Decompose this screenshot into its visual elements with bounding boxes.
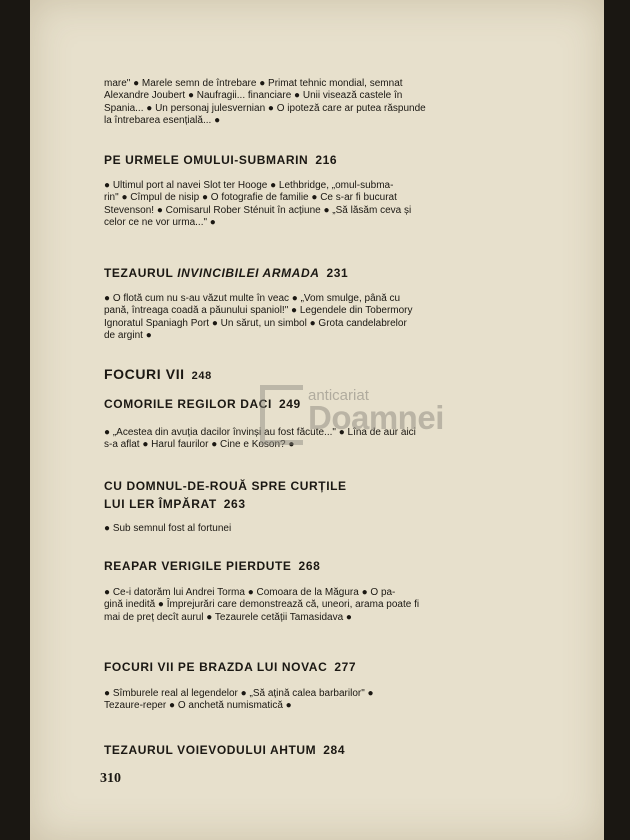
- page-ref: 263: [223, 497, 246, 511]
- title-italic: INVINCIBILEI ARMADA: [177, 266, 320, 280]
- text-line: la întrebarea esențială... ●: [104, 115, 221, 127]
- title-text: REAPAR VERIGILE PIERDUTE: [104, 559, 292, 573]
- title-text: TEZAURUL: [104, 266, 174, 280]
- page-ref: 248: [191, 370, 212, 382]
- text-line: gină inedită ● Împrejurări care demonstrează că, uneori, arama poate fi: [104, 599, 420, 611]
- page-ref: 231: [326, 266, 349, 280]
- section-title-line2: [104, 497, 246, 511]
- text-line: Spania... ● Un personaj julesvernian ● O ipoteză care ar putea răspunde: [104, 102, 426, 114]
- page-ref: 249: [278, 397, 301, 411]
- section-summary: [104, 587, 514, 624]
- text-line: de argint ●: [104, 330, 152, 342]
- text-line: ● O flotă cum nu s-au văzut multe în veac ● „Vom smulge, până cu: [104, 293, 401, 304]
- section-summary: [104, 293, 514, 343]
- section-summary: [104, 688, 514, 713]
- text-line: rin" ● Cîmpul de nisip ● O fotografie de familie ● Ce s-ar fi bucurat: [104, 192, 397, 204]
- page-number: 310: [100, 771, 121, 786]
- text-line: ● Sub semnul fost al fortunei: [104, 523, 232, 534]
- page-ref: 277: [334, 660, 357, 674]
- watermark-frame-icon: [260, 385, 303, 445]
- title-text: TEZAURUL VOIEVODULUI AHTUM: [104, 743, 317, 757]
- watermark-logo: [260, 373, 465, 453]
- page-ref: 284: [323, 743, 346, 757]
- section-title: [104, 660, 356, 674]
- text-line: ● Ce-i datorăm lui Andrei Torma ● Comoara de la Măgura ● O pa-: [104, 587, 396, 598]
- text-line: celor ce ne vor urma..." ●: [104, 217, 216, 229]
- text-line: ● „Acestea din avuția dacilor învinși au fost făcute..." ● Lîna de aur aici: [104, 427, 416, 438]
- text-line: Stevenson! ● Comisarul Rober Sténuit în acțiune ● „Să lăsăm ceva și: [104, 204, 412, 216]
- section-title: [104, 479, 347, 493]
- text-line: mare" ● Marele semn de întrebare ● Primat tehnic mondial, semnat: [104, 78, 403, 89]
- text-line: Tezaure-reper ● O anchetă numismatică ●: [104, 700, 292, 712]
- text-line: s-a aflat ● Harul faurilor ● Cine e Koson? ●: [104, 439, 295, 451]
- text-line: Alexandre Joubert ● Naufragii... financiare ● Unii visează castele în: [104, 90, 403, 102]
- title-text: CU DOMNUL-DE-ROUĂ SPRE CURȚILE: [104, 479, 347, 493]
- title-text: FOCURI VII: [104, 366, 185, 382]
- section-title: [104, 559, 320, 573]
- watermark-line1: anticariat: [308, 387, 369, 404]
- text-line: ● Ultimul port al navei Slot ter Hooge ● Lethbridge, „omul-subma-: [104, 180, 394, 191]
- section-summary: [104, 180, 514, 230]
- top-paragraph: [104, 78, 514, 128]
- title-text: COMORILE REGILOR DACI: [104, 397, 272, 411]
- section-title: [104, 153, 337, 167]
- title-text: FOCURI VII PE BRAZDA LUI NOVAC: [104, 660, 328, 674]
- title-text: PE URMELE OMULUI-SUBMARIN: [104, 153, 309, 167]
- section-title: [104, 743, 345, 757]
- section-title: [104, 266, 348, 280]
- title-text: LUI LER ÎMPĂRAT: [104, 497, 217, 511]
- section-summary: [104, 523, 514, 535]
- text-line: ● Sîmburele real al legendelor ● „Să ațină calea barbarilor" ●: [104, 688, 374, 699]
- text-line: mai de preț decît aurul ● Tezaurele cetății Tamasidava ●: [104, 611, 352, 623]
- text-line: Ignoratul Spaniagh Port ● Un sărut, un simbol ● Grota candelabrelor: [104, 317, 407, 329]
- text-line: pană, întreaga coadă a păunului spaniol!" ● Legendele din Tobermory: [104, 305, 413, 317]
- watermark-line2: Doamnei: [308, 399, 444, 436]
- page-ref: 268: [298, 559, 321, 573]
- page-ref: 216: [315, 153, 338, 167]
- part-title: [104, 366, 212, 382]
